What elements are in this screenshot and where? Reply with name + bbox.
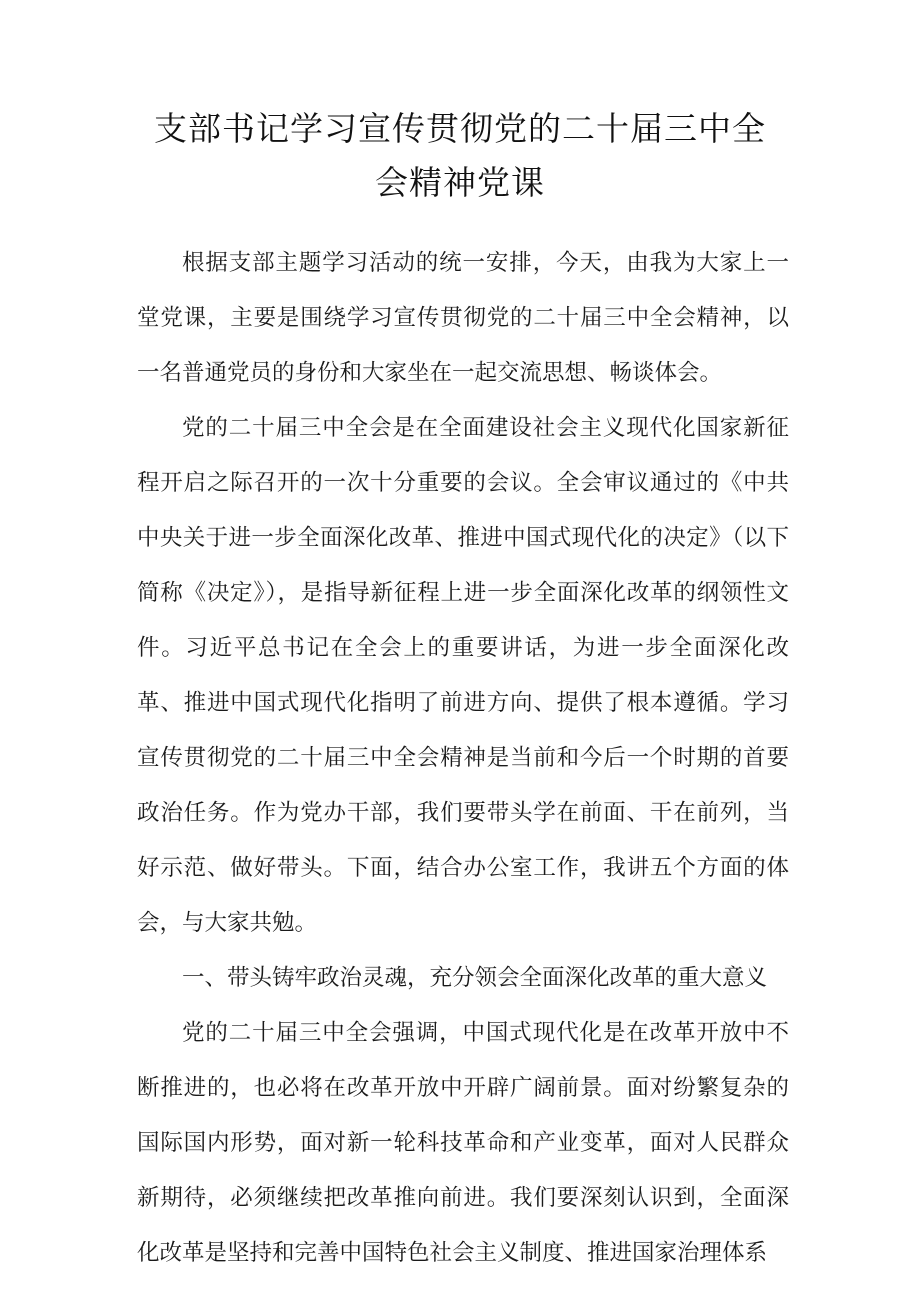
section-heading-1: 一、带头铸牢政治灵魂，充分领会全面深化改革的重大意义 (182, 965, 768, 991)
title-line-2: 会精神党课 (375, 163, 545, 202)
paragraph-background: 党的二十届三中全会是在全面建设社会主义现代化国家新征程开启之际召开的一次十分重要的会议。全会审议通过的《中共中央关于进一步全面深化改革、推进中国式现代化的决定》（以下简称《决定》），是指导新征程上进一步全面深化改革的纲领性文件。习近平总书记在全会上的重要讲话，为进一步全面深化改革、推进中国式现代化指明了前进方向、提供了根本遵循。学习宣传贯彻党的二十届三中全会精神是当前和今后一个时期的首要政治任务。作为党办干部，我们要带头学在前面、干在前列，当好示范、做好带头。下面，结合办公室工作，我讲五个方面的体会，与大家共勉。 (137, 415, 789, 936)
paragraph-intro: 根据支部主题学习活动的统一安排，今天，由我为大家上一堂党课，主要是围绕学习宣传贯彻党的二十届三中全会精神，以一名普通党员的身份和大家坐在一起交流思想、畅谈体会。 (137, 250, 789, 386)
paragraph-section-1: 党的二十届三中全会强调，中国式现代化是在改革开放中不断推进的，也必将在改革开放中开辟广阔前景。面对纷繁复杂的国际国内形势，面对新一轮科技革命和产业变革，面对人民群众新期待，必须继续把改革推向前进。我们要深刻认识到，全面深化改革是坚持和完善中国特色社会主义制度、推进国家治理体系 (137, 1020, 789, 1266)
title-line-1: 支部书记学习宣传贯彻党的二十届三中全 (154, 109, 766, 148)
document-body (137, 236, 789, 1281)
document-title (120, 102, 800, 210)
